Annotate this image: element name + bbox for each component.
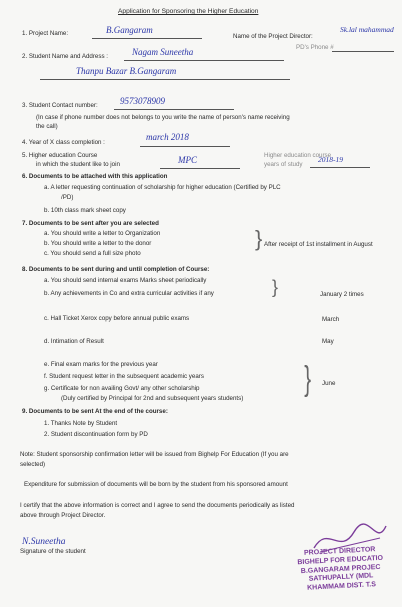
year-value: march 2018: [146, 132, 189, 142]
section8-item-g: g. Certificate for non availing Govt/ any other scholarship: [44, 385, 200, 392]
course-label-2: in which the student like to join: [36, 161, 120, 168]
director-value: Sk.lal mahammad: [340, 25, 394, 34]
course-label-1: 5. Higher education Course: [22, 152, 98, 159]
contact-note-2: the call): [36, 123, 58, 130]
section8-item-d: d. Intimation of Result: [44, 338, 104, 345]
page-title: Application for Sponsoring the Higher Education: [118, 8, 259, 15]
section8-brace-1: }: [272, 277, 279, 297]
section8-item-g-2: (Duly certified by Principal for 2nd and subsequent years students): [61, 395, 244, 402]
pd-phone-line: [332, 51, 394, 52]
section8-item-a: a. You should send internal exams Marks sheet periodically: [44, 277, 207, 284]
contact-label: 3. Student Contact number:: [22, 102, 98, 109]
section6-item-a-1: a. A letter requesting continuation of scholarship for higher education (Certified by PLC: [44, 184, 281, 191]
section8-item-c-when: March: [322, 316, 340, 323]
course-year-value: 2018-19: [318, 155, 343, 164]
section8-item-d-when: May: [322, 338, 334, 345]
certify-line2: above through Project Director.: [20, 512, 106, 519]
stamp-line-4: SATHUPALLY (MDL: [308, 572, 374, 583]
note1-line2: selected): [20, 461, 46, 468]
stamp-line-3: B.GANGARAM PROJEC: [300, 563, 381, 575]
section6-item-a-2: /PD): [61, 194, 74, 201]
course-year-label-1: Higher education course: [264, 152, 332, 159]
student-label: 2. Student Name and Address :: [22, 53, 108, 60]
section8-brace-2: }: [304, 360, 312, 398]
certify-line1: I certify that the above information is correct and I agree to send the documents periodically as listed: [20, 502, 295, 509]
address-line: [40, 79, 290, 80]
stamp-line-5: KHAMMAM DIST. T.S: [306, 581, 377, 592]
section8-item-b-when: January 2 times: [320, 291, 364, 298]
project-director-stamp: [281, 545, 402, 607]
section6-item-b: b. 10th class mark sheet copy: [44, 207, 126, 214]
student-value: Nagam Suneetha: [132, 47, 194, 57]
address-value: Thanpu Bazar B.Gangaram: [76, 66, 177, 76]
project-name-label: 1. Project Name:: [22, 30, 69, 37]
section9-heading: 9. Documents to be sent At the end of the course:: [22, 408, 168, 415]
pd-phone-label: PD's Phone #: [296, 44, 334, 51]
year-label: 4. Year of X class completion :: [22, 139, 105, 146]
note1-line1: Note: Student sponsorship confirmation letter will be issued from Bighelp For Education (If you are: [20, 451, 289, 458]
section7-note: After receipt of 1st installment in August: [264, 241, 373, 248]
stamp-line-1: PROJECT DIRECTOR: [303, 546, 376, 557]
section8-item-f: f. Student request letter in the subsequent academic years: [44, 373, 204, 380]
section7-item-c: c. You should send a full size photo: [44, 250, 141, 257]
student-line: [124, 60, 284, 61]
section9-item-2: 2. Student discontinuation form by PD: [44, 431, 148, 438]
stamp-line-2: BIGHELP FOR EDUCATIO: [297, 554, 384, 567]
director-label: Name of the Project Director:: [233, 33, 313, 40]
contact-value: 9573078909: [120, 96, 165, 106]
section8-item-b: b. Any achievements in Co and extra curricular activities if any: [44, 290, 214, 297]
course-year-label-2: years of study: [264, 161, 303, 168]
course-value: MPC: [178, 155, 197, 165]
section7-heading: 7. Documents to be sent after you are selected: [22, 220, 159, 227]
section8-item-c: c. Hall Ticket Xerox copy before annual public exams: [44, 315, 190, 322]
section8-heading: 8. Documents to be sent during and until completion of Course:: [22, 266, 210, 273]
project-name-value: B.Gangaram: [106, 25, 153, 35]
project-name-line: [92, 38, 202, 39]
signature-label: Signature of the student: [20, 548, 86, 555]
year-line: [140, 146, 230, 147]
contact-note-1: (In case if phone number does not belongs to you write the name of person's name receiving: [36, 114, 290, 121]
contact-line: [114, 109, 234, 110]
section8-efg-when: June: [322, 380, 336, 387]
note2: Expenditure for submission of documents will be born by the student from his sponsored amount: [24, 481, 288, 488]
section7-item-a: a. You should write a letter to Organization: [44, 230, 161, 237]
course-year-line: [310, 167, 370, 168]
section7-item-b: b. You should write a letter to the donor: [44, 240, 152, 247]
section9-item-1: 1. Thanks Note by Student: [44, 420, 118, 427]
section7-brace: }: [255, 226, 263, 251]
section8-item-e: e. Final exam marks for the previous year: [44, 361, 158, 368]
course-line: [160, 168, 240, 169]
section6-heading: 6. Documents to be attached with this application: [22, 173, 168, 180]
student-signature: N.Suneetha: [22, 537, 66, 547]
